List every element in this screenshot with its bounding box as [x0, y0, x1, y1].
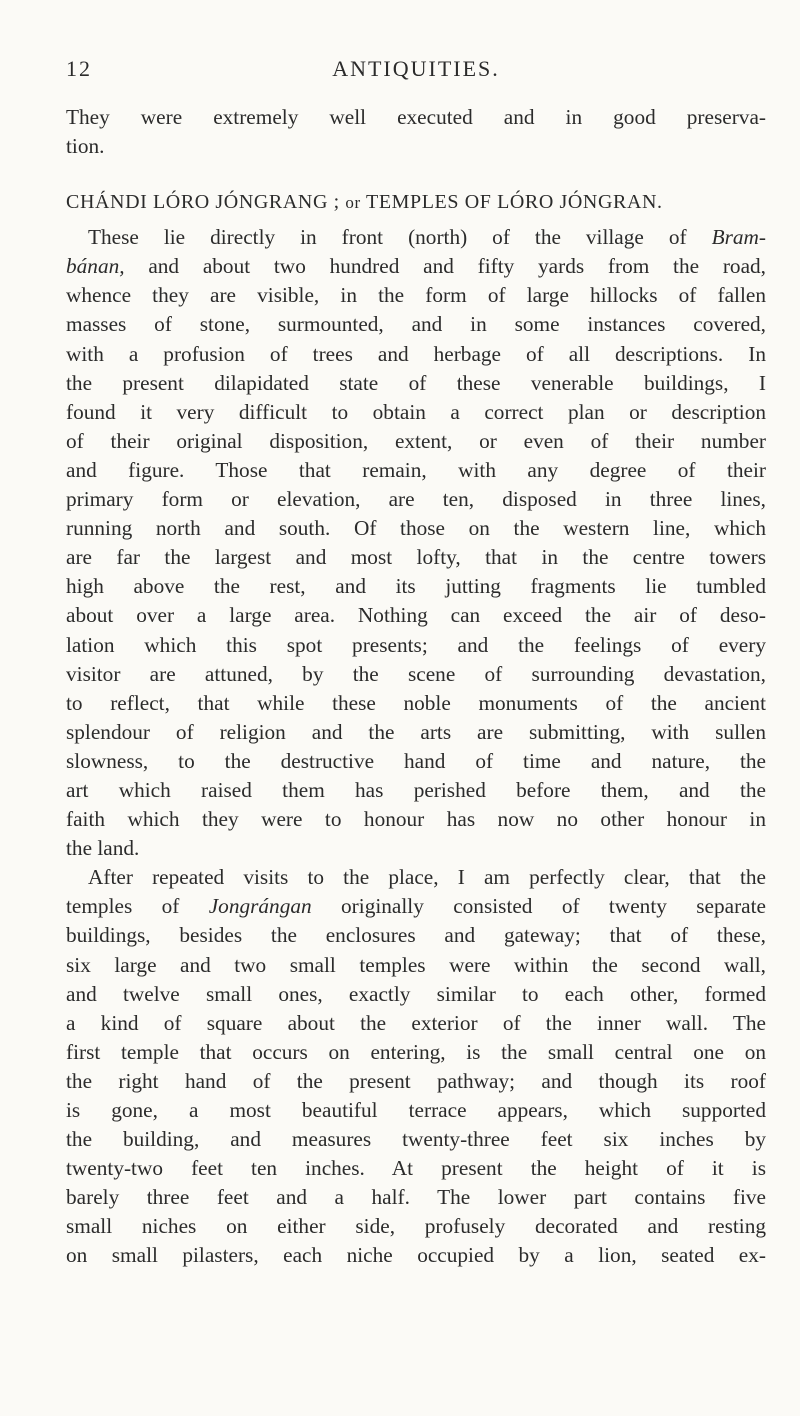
- book-page: [66, 0, 766, 1416]
- text-line: [66, 252, 766, 281]
- text-line: buildings, besides the enclosures and gateway; that of these,: [66, 923, 766, 948]
- italic-name: bánan,: [66, 254, 125, 279]
- body-text: [66, 103, 766, 1271]
- text-line: tion.: [66, 134, 105, 159]
- text-line: high above the rest, and its jutting fragments lie tumbled: [66, 574, 766, 599]
- text-line: on small pilasters, each niche occupied by a lion, seated ex-: [66, 1243, 766, 1268]
- section-heading: [66, 185, 766, 219]
- text-line: [66, 223, 766, 252]
- page-number: 12: [66, 56, 92, 81]
- text-line: They were extremely well executed and in good preserva-: [66, 105, 766, 129]
- text-line: [66, 892, 766, 921]
- text-line: small niches on either side, profusely decorated and resting: [66, 1214, 766, 1239]
- italic-name: Bram-: [711, 225, 766, 250]
- text-line: six large and two small temples were within the second wall,: [66, 952, 766, 977]
- text-line: splendour of religion and the arts are submitting, with sullen: [66, 719, 766, 744]
- text-line: of their original disposition, extent, or even of their number: [66, 428, 766, 453]
- text-line: and figure. Those that remain, with any degree of their: [66, 457, 766, 482]
- paragraph: [66, 863, 766, 1270]
- text-line: a kind of square about the exterior of the inner wall. The: [66, 1010, 766, 1035]
- text-line: faith which they were to honour has now no other honour in: [66, 807, 766, 832]
- text-line: art which raised them has perished before them, and the: [66, 777, 766, 802]
- text-line: and twelve small ones, exactly similar to each other, formed: [66, 981, 766, 1006]
- text-line: to reflect, that while these noble monuments of the ancient: [66, 690, 766, 715]
- text-line: the right hand of the present pathway; and though its roof: [66, 1068, 766, 1093]
- text-line: primary form or elevation, are ten, disposed in three lines,: [66, 487, 766, 512]
- text-line: running north and south. Of those on the western line, which: [66, 516, 766, 541]
- running-head: [66, 56, 766, 82]
- text-line: twenty-two feet ten inches. At present the height of it is: [66, 1156, 766, 1181]
- text-span: These lie directly in front (north) of the village of: [88, 225, 687, 250]
- paragraph: [66, 223, 766, 863]
- text-line: first temple that occurs on entering, is the small central one on: [66, 1039, 766, 1064]
- running-title: ANTIQUITIES.: [332, 56, 500, 81]
- text-line: found it very difficult to obtain a correct plan or description: [66, 399, 766, 424]
- text-line: are far the largest and most lofty, that in the centre towers: [66, 545, 766, 570]
- section-title-or: or: [345, 193, 361, 213]
- text-line: about over a large area. Nothing can exceed the air of deso-: [66, 603, 766, 628]
- text-line: the present dilapidated state of these venerable buildings, I: [66, 370, 766, 395]
- section-title-main: CHÁNDI LÓRO JÓNGRANG ;: [66, 191, 340, 214]
- text-line: with a profusion of trees and herbage of all descriptions. In: [66, 341, 766, 366]
- text-line: barely three feet and a half. The lower part contains five: [66, 1185, 766, 1210]
- text-line: After repeated visits to the place, I am perfectly clear, that the: [88, 865, 766, 890]
- text-line: visitor are attuned, by the scene of surrounding devastation,: [66, 661, 766, 686]
- section-title-alt: TEMPLES OF LÓRO JÓNGRAN.: [366, 191, 663, 214]
- text-line: masses of stone, surmounted, and in some instances covered,: [66, 312, 766, 337]
- text-line: the building, and measures twenty-three feet six inches by: [66, 1127, 766, 1152]
- text-span: temples of: [66, 894, 180, 919]
- italic-name: Jongrángan: [208, 894, 312, 919]
- text-span: and about two hundred and fifty yards from the road,: [148, 254, 766, 279]
- text-line: is gone, a most beautiful terrace appears, which supported: [66, 1098, 766, 1122]
- text-span: originally consisted of twenty separate: [341, 894, 767, 919]
- text-line: whence they are visible, in the form of large hillocks of fallen: [66, 283, 766, 308]
- text-line: slowness, to the destructive hand of time and nature, the: [66, 748, 766, 773]
- text-line: lation which this spot presents; and the feelings of every: [66, 632, 766, 657]
- text-line: the land.: [66, 836, 140, 861]
